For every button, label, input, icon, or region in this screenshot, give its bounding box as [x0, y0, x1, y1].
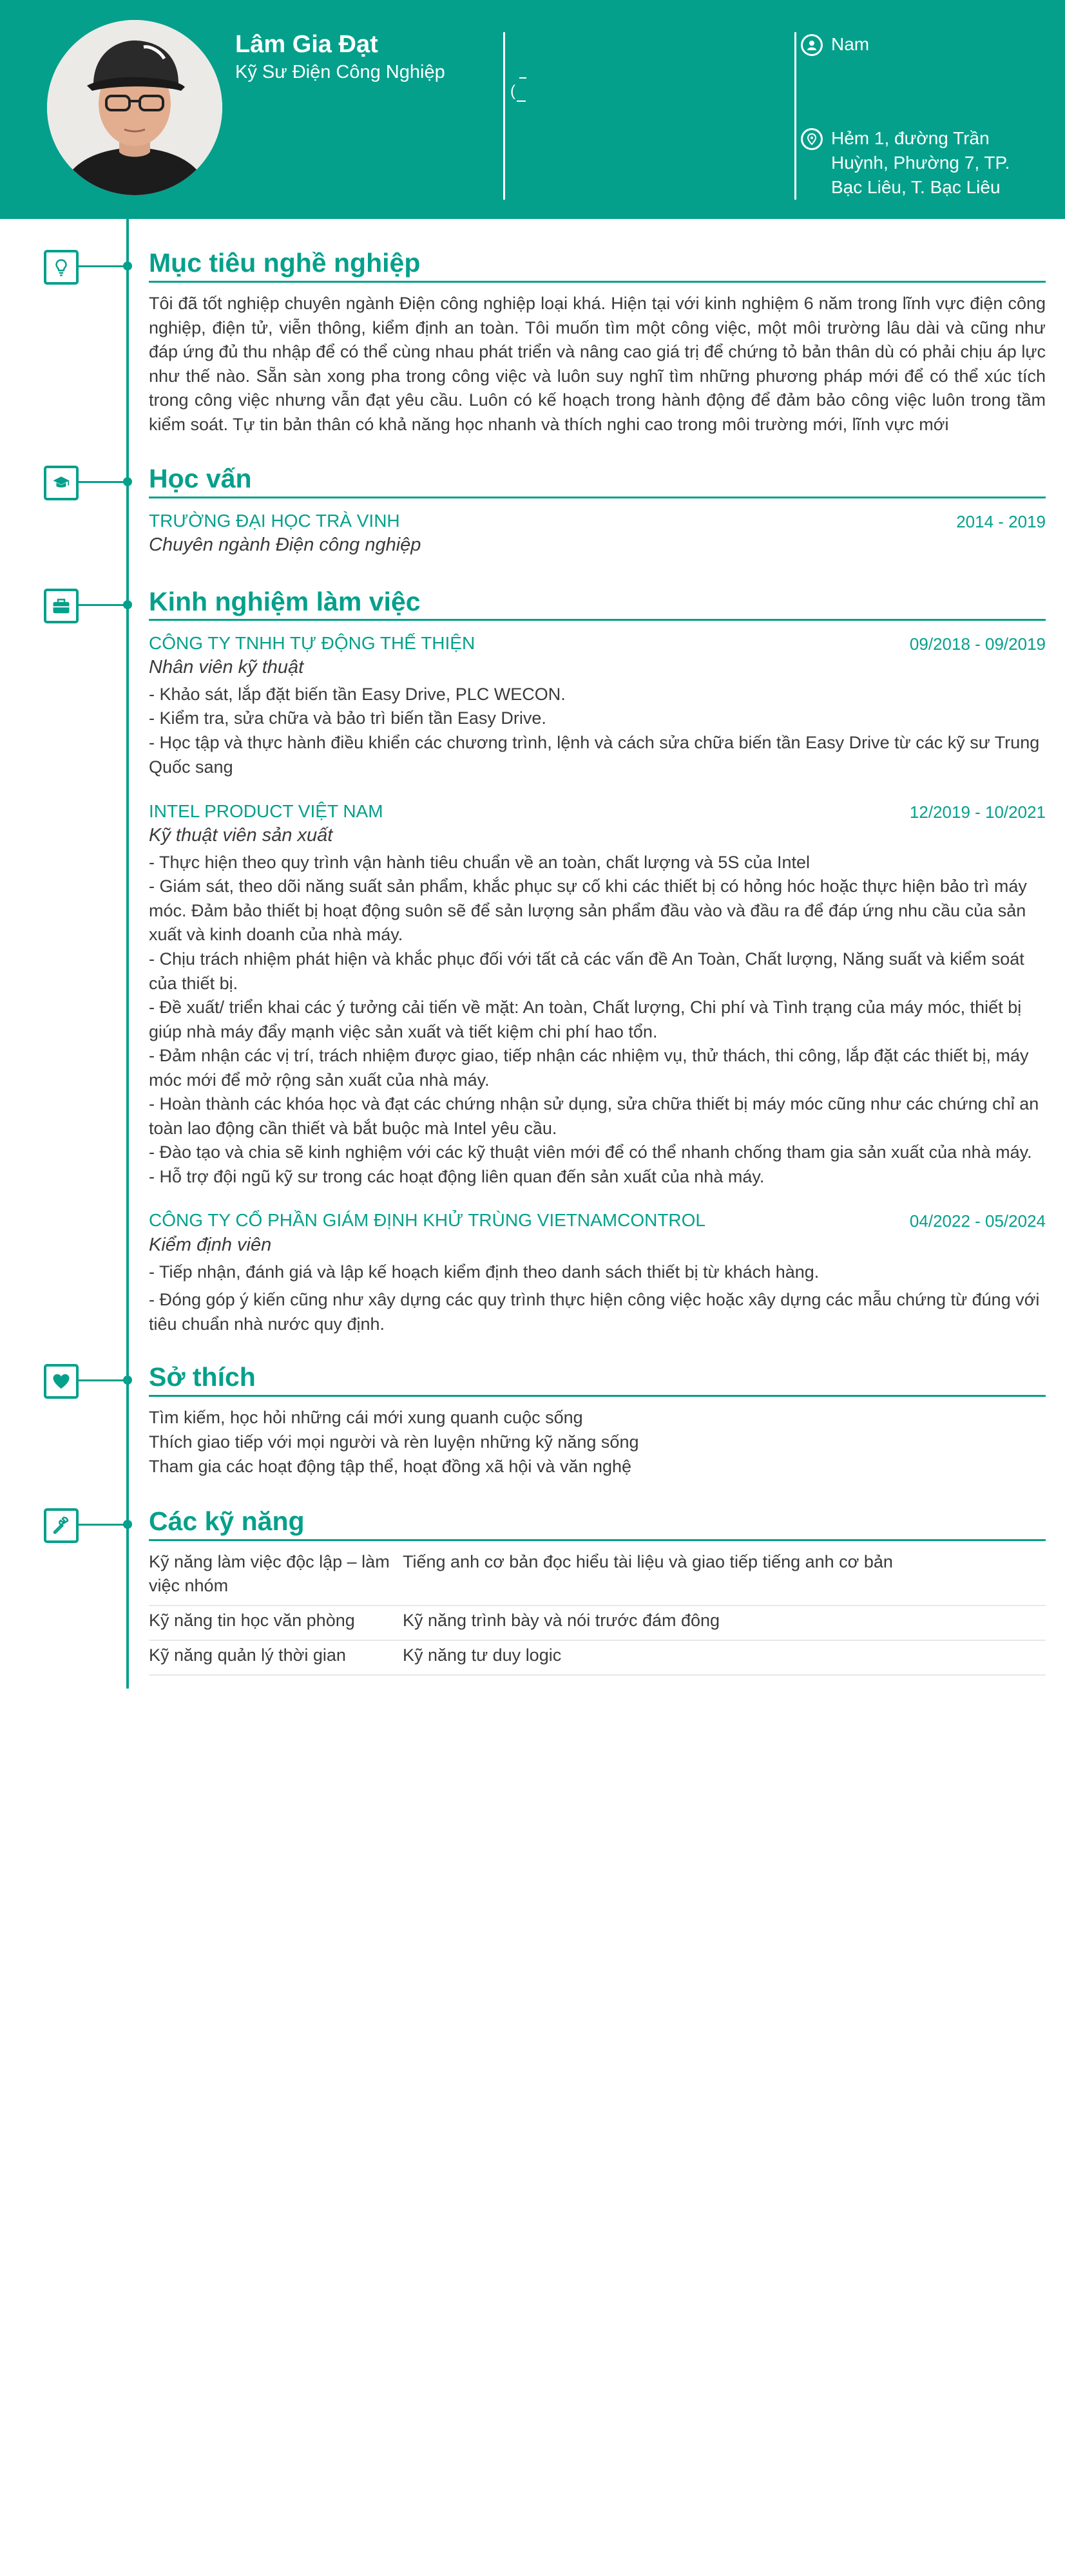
section-rule [149, 1539, 1046, 1541]
section-title-skills: Các kỹ năng [149, 1506, 305, 1536]
portrait-photo [47, 20, 222, 195]
hobby-item: Tham gia các hoạt động tập thể, hoạt đồng xã hội và văn nghệ [149, 1457, 632, 1476]
job-duty: - Kiểm tra, sửa chữa và bảo trì biến tần Easy Drive. [149, 708, 546, 728]
section-connector [79, 604, 128, 606]
graduation-cap-icon [44, 466, 79, 500]
cv-header [0, 0, 1065, 219]
job-duty: - Đề xuất/ triển khai các ý tưởng cải tiến về mặt: An toàn, Chất lượng, Chi phí và Tình trạng của máy móc, thiết bị giúp nhà máy đẩy mạnh việc sản xuất và tiết kiệm chi phí hao tổn. [149, 998, 1022, 1041]
job-company: INTEL PRODUCT VIỆT NAM [149, 801, 383, 821]
timeline-dot [123, 261, 132, 270]
briefcase-icon [44, 589, 79, 623]
job-duty: - Đảm nhận các vị trí, trách nhiệm được giao, tiếp nhận các nhiệm vụ, thử thách, thi công, lắp đặt các thiết bị, máy móc mới để mở rộng sản xuất của nhà máy. [149, 1046, 1029, 1090]
section-rule [149, 1395, 1046, 1397]
section-connector [79, 481, 128, 483]
candidate-name: Lâm Gia Đạt [235, 31, 378, 58]
skill-item: Kỹ năng trình bày và nói trước đám đông [403, 1611, 720, 1630]
section-title-objective: Mục tiêu nghề nghiệp [149, 248, 421, 278]
skill-item: Kỹ năng quản lý thời gian [149, 1645, 346, 1665]
skills-row [149, 1550, 1046, 1606]
job-role: Nhân viên kỹ thuật [149, 657, 304, 677]
hobby-item: Tìm kiếm, học hỏi những cái mới xung quanh cuộc sống [149, 1408, 583, 1427]
header-paren: ( [510, 82, 515, 100]
school-name: TRƯỜNG ĐẠI HỌC TRÀ VINH [149, 511, 400, 531]
section-title-hobbies: Sở thích [149, 1362, 256, 1392]
objective-text: Tôi đã tốt nghiệp chuyên ngành Điện công nghiệp loại khá. Hiện tại với kinh nghiệm 6 năm trong lĩnh vực điện công nghiệp, điện tử, viễn thông, kiểm định an toàn. Tôi muốn tìm một công việc, một môi trường lâu dài và cũng như đáp ứng đủ thu nhập để có thể cùng nhau phát triển và nâng cao giá trị để chứng tỏ bản thân dù có phải chịu áp lực như thế nào. Sẵn sàn xong pha trong công việc và luôn suy nghĩ tìm những phương pháp mới để có thể xúc tích trong công việc nhưng vẫn đạt yêu cầu. Luôn có kế hoạch trong hành động để đảm bảo công việc luôn trong tầm kiểm soát. Tự tin bản thân có khả năng học nhanh và thích nghi cao trong môi trường mới, lĩnh vực mới [149, 294, 1046, 434]
header-divider [503, 32, 505, 200]
section-title-experience: Kinh nghiệm làm việc [149, 587, 421, 616]
section-rule [149, 497, 1046, 498]
header-dash [519, 77, 526, 79]
header-dash [517, 100, 526, 102]
hobby-item: Thích giao tiếp với mọi người và rèn luyện những kỹ năng sống [149, 1432, 639, 1452]
job-duty: - Đóng góp ý kiến cũng như xây dựng các quy trình thực hiện công việc hoặc xây dựng các mẫu chứng từ đúng với tiêu chuẩn nhà nước quy định. [149, 1290, 1040, 1334]
job-duty: - Tiếp nhận, đánh giá và lập kế hoạch kiểm định theo danh sách thiết bị từ khách hàng. [149, 1262, 820, 1282]
job-duty: - Học tập và thực hành điều khiển các chương trình, lệnh và cách sửa chữa biến tần Easy Drive từ các kỹ sư Trung Quốc sang [149, 733, 1040, 777]
section-title-education: Học vấn [149, 464, 252, 493]
section-connector [79, 1379, 128, 1381]
address-value: Hẻm 1, đường Trần Huỳnh, Phường 7, TP. Bạc Liêu, T. Bạc Liêu [831, 128, 1010, 197]
job-duty: - Hỗ trợ đội ngũ kỹ sư trong các hoạt động liên quan đến sản xuất của nhà máy. [149, 1167, 765, 1186]
section-connector [79, 1524, 128, 1526]
job-role: Kiểm định viên [149, 1235, 272, 1255]
skill-item: Tiếng anh cơ bản đọc hiểu tài liệu và giao tiếp tiếng anh cơ bản [403, 1552, 893, 1571]
user-icon [801, 34, 823, 56]
heart-icon [44, 1364, 79, 1399]
wrench-icon [44, 1508, 79, 1543]
job-date: 04/2022 - 05/2024 [909, 1211, 1046, 1231]
skill-item: Kỹ năng tư duy logic [403, 1645, 562, 1665]
gender-value: Nam [831, 34, 870, 54]
job-duty: - Giám sát, theo dõi năng suất sản phẩm, khắc phục sự cố khi các thiết bị có hỏng hóc hoặc thực hiện bảo trì máy móc. Đảm bảo thiết bị hoạt động suôn sẽ để sản lượng sản phẩm đầu vào và đầu ra để đáp ứng nhu cầu của sản xuất và kinh doanh của nhà máy. [149, 876, 1027, 944]
skill-item: Kỹ năng làm việc độc lập – làm việc nhóm [149, 1552, 390, 1595]
timeline-line [126, 219, 129, 1689]
section-rule [149, 281, 1046, 283]
timeline-dot [123, 600, 132, 609]
job-duty: - Khảo sát, lắp đặt biến tần Easy Drive, PLC WECON. [149, 685, 566, 704]
lightbulb-icon [44, 250, 79, 285]
education-date: 2014 - 2019 [956, 512, 1046, 531]
header-divider [794, 32, 796, 200]
job-company: CÔNG TY CỔ PHẦN GIÁM ĐỊNH KHỬ TRÙNG VIETNAMCONTROL [149, 1210, 705, 1230]
skill-item: Kỹ năng tin học văn phòng [149, 1611, 355, 1630]
job-duty: - Chịu trách nhiệm phát hiện và khắc phục đối với tất cả các vấn đề An Toàn, Chất lượng, Năng suất và kiểm soát của thiết bị. [149, 949, 1024, 993]
address-row [801, 126, 1046, 200]
section-rule [149, 619, 1046, 621]
avatar [47, 20, 222, 195]
skills-row [149, 1609, 1046, 1641]
timeline-dot [123, 1376, 132, 1385]
job-date: 12/2019 - 10/2021 [909, 802, 1046, 822]
job-date: 09/2018 - 09/2019 [909, 634, 1046, 654]
section-connector [79, 265, 128, 267]
job-duty: - Đào tạo và chia sẽ kinh nghiệm với các kỹ thuật viên mới để có thể nhanh chống tham gia sản xuất của nhà máy. [149, 1142, 1032, 1162]
timeline-dot [123, 1520, 132, 1529]
job-company: CÔNG TY TNHH TỰ ĐỘNG THẾ THIỆN [149, 633, 475, 653]
skills-row [149, 1643, 1046, 1676]
job-duty: - Hoàn thành các khóa học và đạt các chứng nhận sử dụng, sửa chữa thiết bị máy móc cũng như các chứng chỉ an toàn lao động cần thiết và bắt buộc mà Intel yêu cầu. [149, 1094, 1039, 1138]
education-major: Chuyên ngành Điện công nghiệp [149, 535, 421, 555]
gender-row [801, 32, 1046, 57]
candidate-job-title: Kỹ Sư Điện Công Nghiệp [235, 62, 445, 82]
timeline-dot [123, 477, 132, 486]
job-duty: - Thực hiện theo quy trình vận hành tiêu chuẩn về an toàn, chất lượng và 5S của Intel [149, 853, 811, 872]
map-pin-icon [801, 128, 823, 150]
job-role: Kỹ thuật viên sản xuất [149, 825, 333, 846]
